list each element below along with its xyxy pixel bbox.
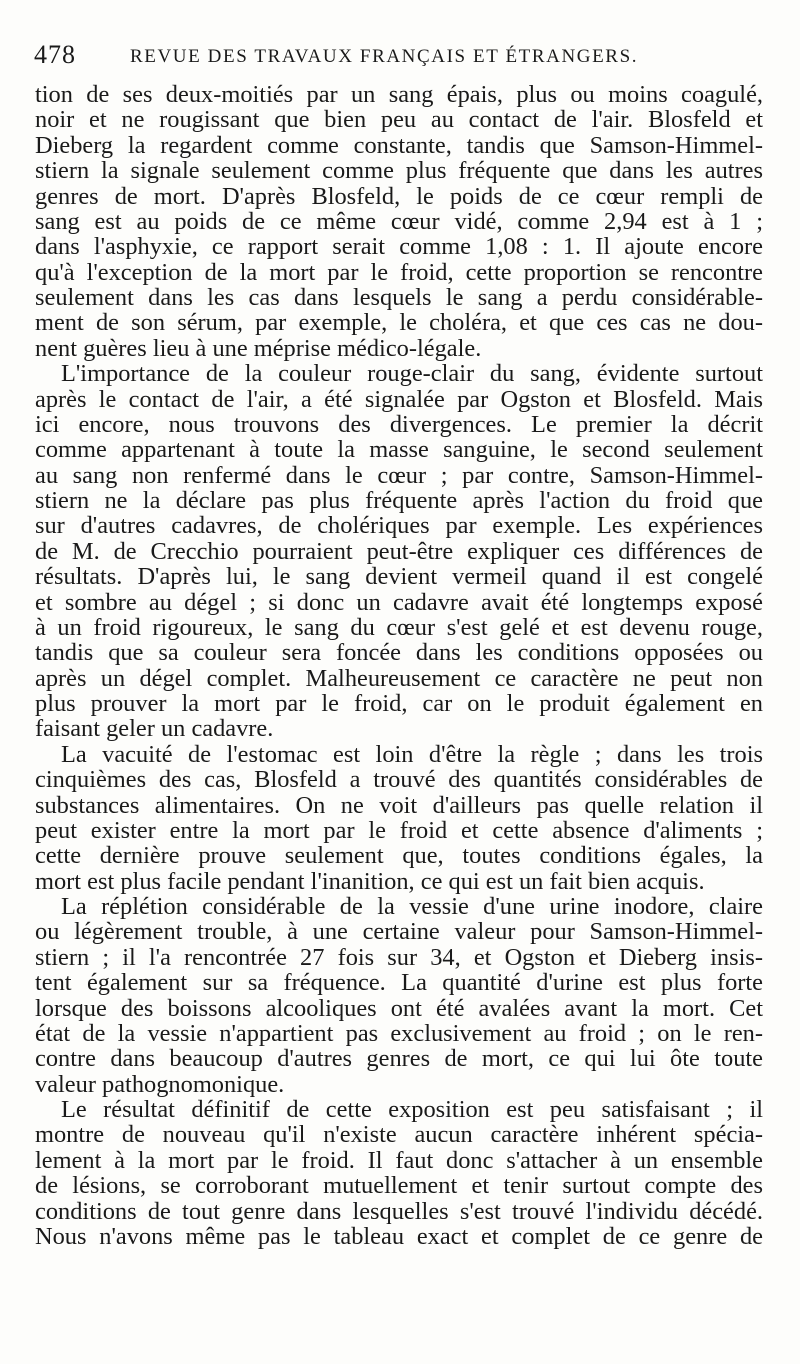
- text-line: La réplétion considérable de la vessie d'une urine inodore, claire: [61, 894, 763, 920]
- text-line: à un froid rigoureux, le sang du cœur s'est gelé et est devenu rouge,: [35, 614, 763, 641]
- text-line: cette dernière prouve seulement que, toutes conditions égales, la: [35, 843, 763, 869]
- text-line: seulement dans les cas dans lesquels le sang a perdu considérable-: [35, 285, 763, 311]
- text-line: stiern ; il l'a rencontrée 27 fois sur 34, et Ogston et Dieberg insis-: [35, 944, 763, 971]
- text-line: substances alimentaires. On ne voit d'ailleurs pas quelle relation il: [35, 792, 763, 818]
- paragraph: [35, 82, 763, 361]
- text-line: faisant geler un cadavre.: [35, 716, 274, 742]
- text-line: stiern ne la déclare pas plus fréquente après l'action du froid que: [35, 488, 763, 514]
- text-line: ment de son sérum, par exemple, le choléra, et que ces cas ne dou-: [35, 310, 763, 336]
- text-line: lement à la mort par le froid. Il faut donc s'attacher à un ensemble: [35, 1147, 763, 1174]
- text-line: tent également sur sa fréquence. La quantité d'urine est plus forte: [35, 970, 763, 996]
- text-line: comme appartenant à toute la masse sanguine, le second seulement: [35, 437, 763, 463]
- text-line: sang est au poids de ce même cœur vidé, comme 2,94 est à 1 ;: [35, 208, 763, 235]
- text-line: mort est plus facile pendant l'inanition, ce qui est un fait bien acquis.: [35, 868, 705, 894]
- text-line: Dieberg la regardent comme constante, tandis que Samson-Himmel-: [35, 132, 763, 159]
- text-line: genres de mort. D'après Blosfeld, le poids de ce cœur rempli de: [35, 183, 763, 209]
- text-line: résultats. D'après lui, le sang devient vermeil quand il est congelé: [35, 564, 763, 590]
- text-line: et sombre au dégel ; si donc un cadavre avait été longtemps exposé: [35, 589, 763, 615]
- text-line: lorsque des boissons alcooliques ont été avalées avant la mort. Cet: [35, 995, 763, 1021]
- text-line: de M. de Crecchio pourraient peut-être expliquer ces différences de: [35, 538, 763, 565]
- text-line: stiern la signale seulement comme plus fréquente que dans les autres: [35, 158, 763, 184]
- text-line: cinquièmes des cas, Blosfeld a trouvé des quantités considérables de: [35, 767, 763, 793]
- text-line: nent guères lieu à une méprise médico-légale.: [35, 335, 482, 362]
- body-text: [35, 82, 763, 1249]
- text-line: valeur pathognomonique.: [35, 1071, 285, 1097]
- text-line: plus prouver la mort par le froid, car on le produit également en: [35, 691, 763, 717]
- text-line: état de la vessie n'appartient pas exclusivement au froid ; on le ren-: [35, 1020, 763, 1047]
- text-line: ou légèrement trouble, à une certaine valeur pour Samson-Himmel-: [35, 919, 763, 945]
- text-line: sur d'autres cadavres, de cholériques par exemple. Les expériences: [35, 513, 763, 539]
- text-line: au sang non renfermé dans le cœur ; par contre, Samson-Himmel-: [35, 462, 763, 488]
- text-line: dans l'asphyxie, ce rapport serait comme 1,08 : 1. Il ajoute encore: [35, 234, 763, 260]
- page-number: 478: [34, 40, 76, 69]
- text-line: L'importance de la couleur rouge-clair du sang, évidente surtout: [61, 361, 763, 387]
- text-line: Nous n'avons même pas le tableau exact et complet de ce genre de: [35, 1223, 763, 1250]
- paragraph: [35, 361, 763, 742]
- paragraph: [35, 894, 763, 1097]
- text-line: peut exister entre la mort par le froid et cette absence d'aliments ;: [35, 817, 763, 844]
- page-header: [30, 40, 770, 74]
- text-line: après un dégel complet. Malheureusement ce caractère ne peut non: [35, 665, 763, 691]
- paragraph: [35, 1097, 763, 1249]
- text-line: ici encore, nous trouvons des divergences. Le premier la décrit: [35, 411, 763, 438]
- text-line: noir et ne rougissant que bien peu au contact de l'air. Blosfeld et: [35, 107, 763, 133]
- running-head: REVUE DES TRAVAUX FRANÇAIS ET ÉTRANGERS.: [130, 46, 639, 67]
- paragraph: [35, 742, 763, 894]
- text-line: de lésions, se corroborant mutuellement et tenir surtout compte des: [35, 1173, 763, 1199]
- text-line: tion de ses deux-moitiés par un sang épais, plus ou moins coagulé,: [35, 82, 763, 108]
- text-line: La vacuité de l'estomac est loin d'être la règle ; dans les trois: [61, 741, 763, 768]
- text-line: après le contact de l'air, a été signalée par Ogston et Blosfeld. Mais: [35, 386, 763, 412]
- text-line: conditions de tout genre dans lesquelles s'est trouvé l'individu décédé.: [35, 1198, 763, 1224]
- text-line: Le résultat définitif de cette exposition est peu satisfaisant ; il: [61, 1097, 763, 1123]
- text-line: contre dans beaucoup d'autres genres de mort, ce qui lui ôte toute: [35, 1046, 763, 1072]
- text-line: montre de nouveau qu'il n'existe aucun caractère inhérent spécia-: [35, 1122, 763, 1148]
- text-line: tandis que sa couleur sera foncée dans les conditions opposées ou: [35, 640, 763, 666]
- text-line: qu'à l'exception de la mort par le froid, cette proportion se rencontre: [35, 259, 763, 285]
